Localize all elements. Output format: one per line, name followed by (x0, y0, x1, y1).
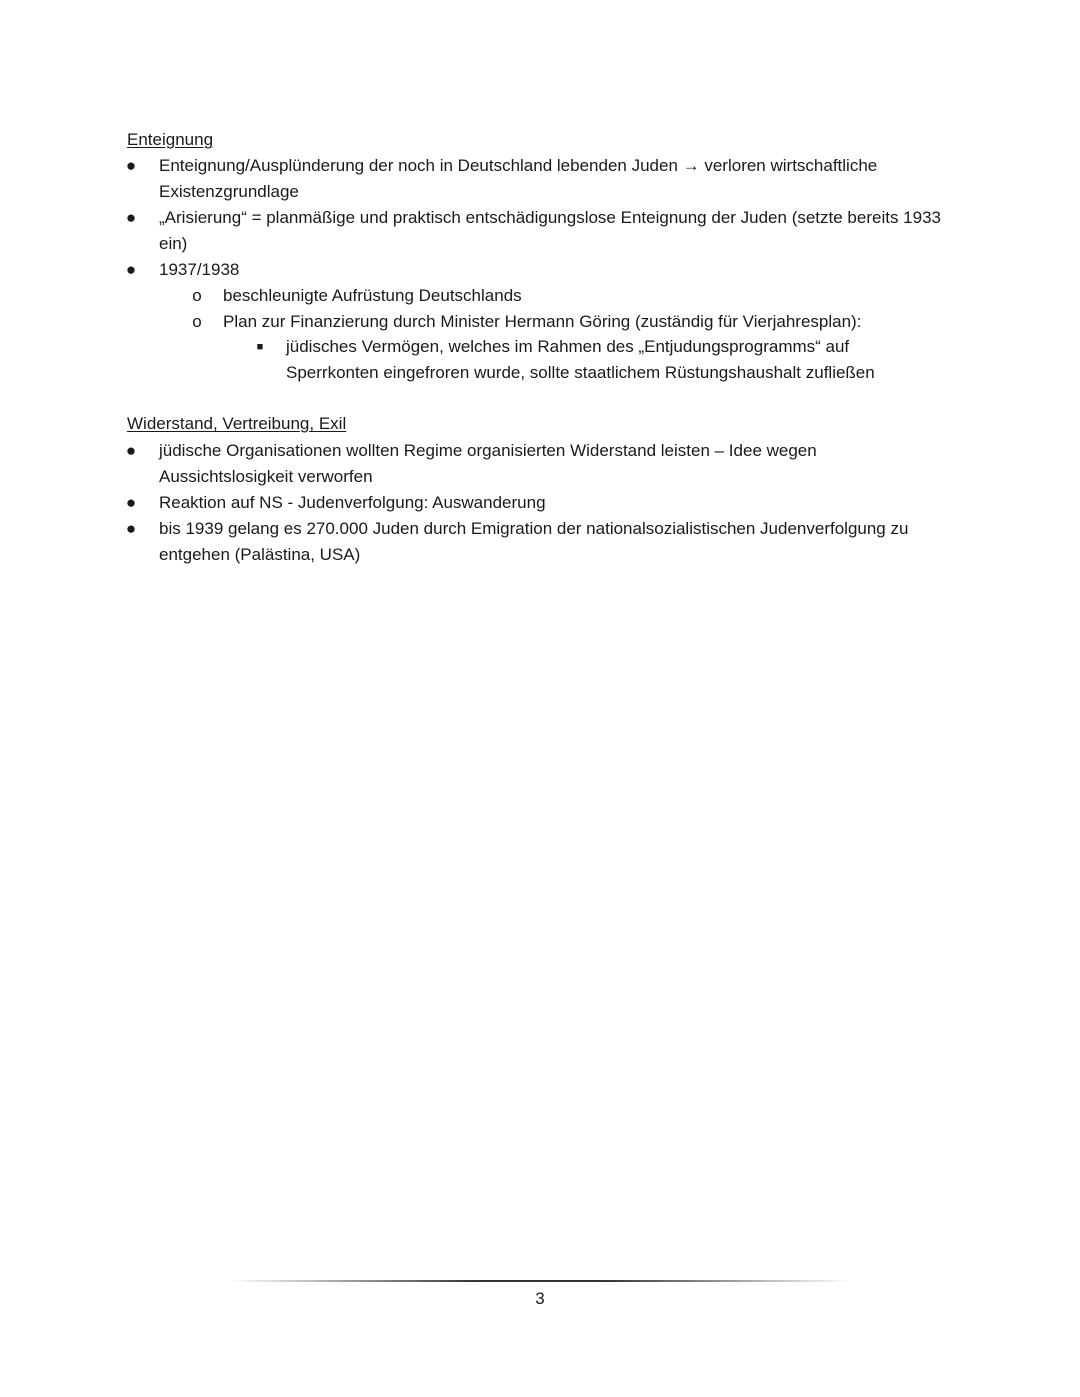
bullet-level1: ● (125, 260, 137, 279)
list-item: „Arisierung“ = planmäßige und praktisch entschädigungslose Enteignung der Juden (setzte bereits 1933 ein) (159, 208, 941, 253)
list-item: Reaktion auf NS - Judenverfolgung: Auswanderung (159, 493, 546, 512)
bullet-level2: o (192, 286, 202, 305)
page-number: 3 (535, 1289, 545, 1308)
footer-divider (230, 1280, 850, 1282)
bullet-level2: o (192, 312, 202, 331)
bullet-level1: ● (125, 441, 137, 460)
bullet-level1: ● (125, 208, 137, 227)
section-heading-enteignung: Enteignung (127, 130, 214, 149)
list-item: 1937/1938 (159, 260, 240, 279)
bullet-level1: ● (125, 156, 137, 175)
list-item: bis 1939 gelang es 270.000 Juden durch Emigration der nationalsozialistischen Judenverfolgung zu entgehen (Palästina, USA) (159, 519, 909, 564)
list-item: jüdische Organisationen wollten Regime organisierten Widerstand leisten – Idee wegen Aussichtslosigkeit verworfen (159, 441, 817, 486)
section-heading-widerstand: Widerstand, Vertreibung, Exil (127, 414, 347, 433)
bullet-level3: ■ (256, 341, 264, 353)
list-item: Plan zur Finanzierung durch Minister Hermann Göring (zuständig für Vierjahresplan): (223, 312, 862, 331)
list-item: beschleunigte Aufrüstung Deutschlands (223, 286, 522, 305)
bullet-level1: ● (125, 519, 137, 538)
bullet-level1: ● (125, 493, 137, 512)
list-item: Enteignung/Ausplünderung der noch in Deutschland lebenden Juden → verloren wirtschaftliche Existenzgrundlage (159, 156, 878, 201)
list-item: jüdisches Vermögen, welches im Rahmen des „Entjudungsprogramms“ auf Sperrkonten eingefroren wurde, sollte staatlichem Rüstungshaushalt zufließen (286, 337, 875, 382)
